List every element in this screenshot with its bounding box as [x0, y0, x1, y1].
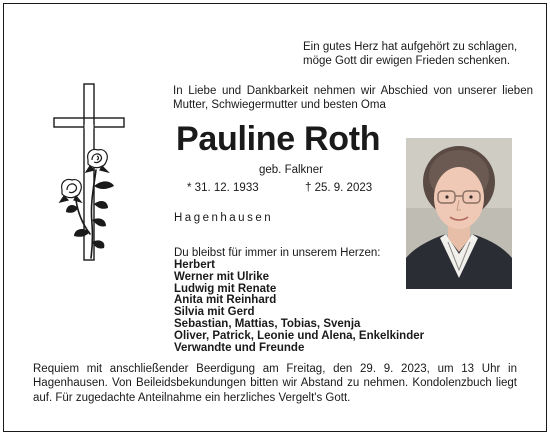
list-item: Verwandte und Freunde	[174, 341, 305, 354]
quote-line-2: möge Gott dir ewigen Frieden schenken.	[303, 55, 511, 67]
death-date: † 25. 9. 2023	[305, 182, 373, 194]
birth-date: * 31. 12. 1933	[187, 182, 259, 194]
deceased-name: Pauline Roth	[176, 120, 381, 158]
list-item: Werner mit Ulrike	[174, 270, 270, 283]
list-item: Oliver, Patrick, Leonie und Alena, Enkelkinder	[174, 329, 425, 342]
rose-top	[86, 149, 108, 172]
mourners-list	[174, 260, 424, 354]
intro-text: In Liebe und Dankbarkeit nehmen wir Abschied von unserer lieben Mutter, Schwiegermutter und besten Oma	[173, 85, 533, 111]
list-item: Silvia mit Gerd	[174, 306, 255, 319]
list-item: Anita mit Reinhard	[174, 294, 277, 307]
epitaph-quote	[303, 40, 543, 68]
quote-line-1: Ein gutes Herz hat aufgehört zu schlagen,	[303, 41, 518, 53]
funeral-details: Requiem mit anschließender Beerdigung am Freitag, den 29. 9. 2023, um 13 Uhr in Hagenhausen. Von Beileidsbekundungen bitten wir Abstand zu nehmen. Kondolenzbuch liegt auf. Für zugedachte Anteilnahme ein herzliches Vergelt's Gott.	[33, 363, 517, 404]
list-item: Ludwig mit Renate	[174, 282, 277, 295]
farewell-line: Du bleibst für immer in unserem Herzen:	[174, 247, 381, 259]
maiden-name: geb. Falkner	[259, 164, 323, 176]
hometown: Hagenhausen	[174, 212, 274, 224]
list-item: Herbert	[174, 259, 215, 271]
rose-left	[60, 179, 81, 202]
list-item: Sebastian, Mattias, Tobias, Svenja	[174, 317, 361, 330]
portrait-photo	[406, 138, 512, 289]
cross-with-roses-icon	[48, 82, 148, 264]
